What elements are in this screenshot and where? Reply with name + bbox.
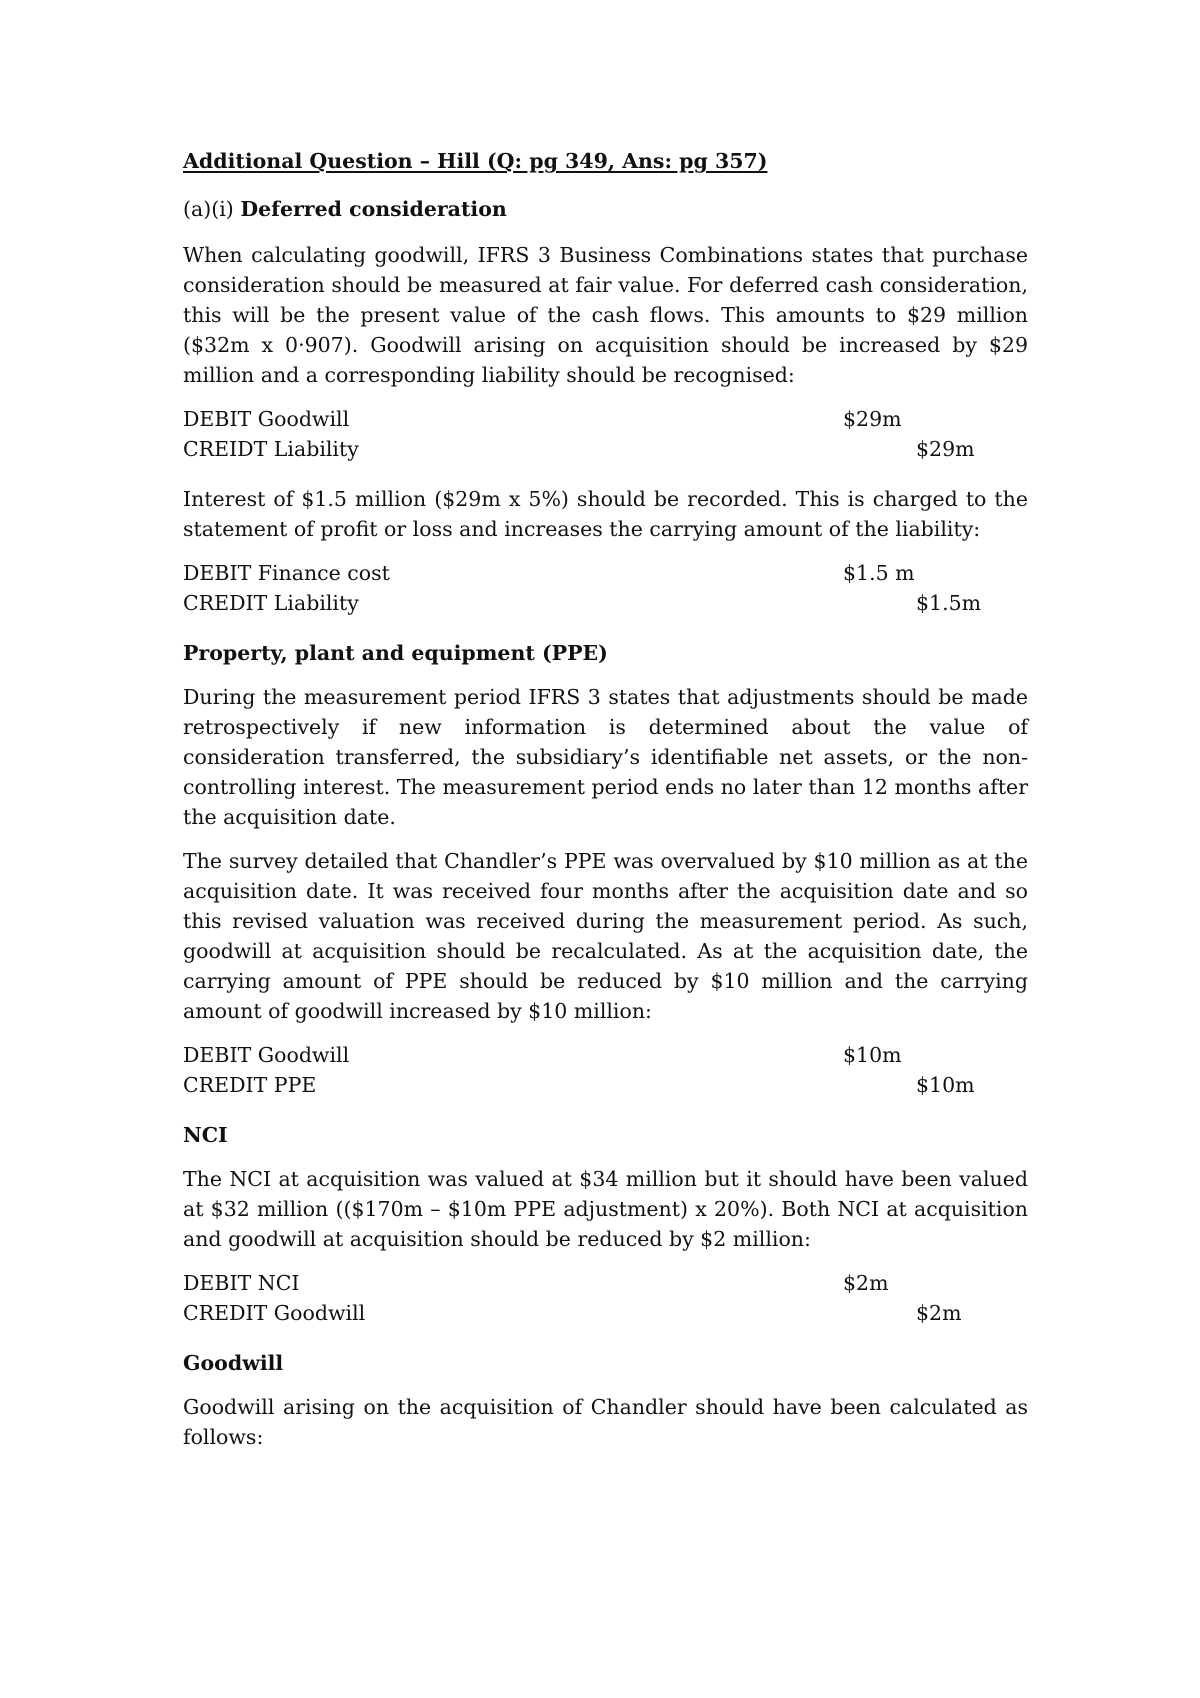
credit-amount: $2m [916,1301,962,1325]
document-title: Additional Question – Hill (Q: pg 349, Ans: pg 357) [183,149,768,173]
section-heading-ppe: Property, plant and equipment (PPE) [183,641,608,665]
debit-amount: $1.5 m [843,561,915,585]
debit-amount: $10m [843,1043,902,1067]
paragraph-deferred-1: When calculating goodwill, IFRS 3 Business Combinations states that purchase consideration should be measured at fair value. For deferred cash consideration, this will be the present value of the cash flows. This amounts to $29 million ($32m x 0·907). Goodwill arising on acquisition should be increased by $29 million and a corresponding liability should be recognised: [183,243,1028,387]
debit-amount: $2m [843,1271,889,1295]
paragraph-ppe-1: During the measurement period IFRS 3 states that adjustments should be made retrospectively if new information is determined about the value of consideration transferred, the subsidiary’s identifiable net assets, or the non-controlling interest. The measurement period ends no later than 12 months after the acquisition date. [183,685,1028,829]
journal-entry-goodwill-liability [183,404,1028,464]
journal-debit-line [183,404,1028,434]
credit-account: CREIDT Liability [183,437,359,461]
credit-account: CREDIT Liability [183,591,359,615]
debit-account: DEBIT Goodwill [183,407,350,431]
section-heading-deferred-consideration [183,194,1028,224]
credit-account: CREDIT PPE [183,1073,317,1097]
debit-account: DEBIT Goodwill [183,1043,350,1067]
debit-account: DEBIT NCI [183,1271,300,1295]
journal-entry-finance-cost [183,558,1028,618]
credit-amount: $29m [916,437,975,461]
journal-credit-line [183,434,1028,464]
debit-amount: $29m [843,407,902,431]
paragraph-ppe-2: The survey detailed that Chandler’s PPE was overvalued by $10 million as at the acquisition date. It was received four months after the acquisition date and so this revised valuation was received during the measurement period. As such, goodwill at acquisition should be recalculated. As at the acquisition date, the carrying amount of PPE should be reduced by $10 million and the carrying amount of goodwill increased by $10 million: [183,849,1028,1023]
journal-debit-line [183,558,1028,588]
journal-debit-line [183,1268,1028,1298]
journal-credit-line [183,1298,1028,1328]
journal-credit-line [183,588,1028,618]
credit-amount: $10m [916,1073,975,1097]
section-heading-text: Deferred consideration [240,197,507,221]
paragraph-deferred-2: Interest of $1.5 million ($29m x 5%) should be recorded. This is charged to the statement of profit or loss and increases the carrying amount of the liability: [183,487,1028,541]
debit-account: DEBIT Finance cost [183,561,390,585]
journal-entry-ppe [183,1040,1028,1100]
section-label-prefix: (a)(i) [183,197,234,221]
journal-debit-line [183,1040,1028,1070]
journal-credit-line [183,1070,1028,1100]
document-page [183,146,1028,1466]
paragraph-goodwill-1: Goodwill arising on the acquisition of Chandler should have been calculated as follows: [183,1395,1028,1449]
journal-entry-nci [183,1268,1028,1328]
credit-amount: $1.5m [916,591,982,615]
paragraph-nci-1: The NCI at acquisition was valued at $34 million but it should have been valued at $32 million (($170m – $10m PPE adjustment) x 20%). Both NCI at acquisition and goodwill at acquisition should be reduced by $2 million: [183,1167,1028,1251]
section-heading-nci: NCI [183,1123,228,1147]
section-heading-goodwill: Goodwill [183,1351,284,1375]
credit-account: CREDIT Goodwill [183,1301,366,1325]
